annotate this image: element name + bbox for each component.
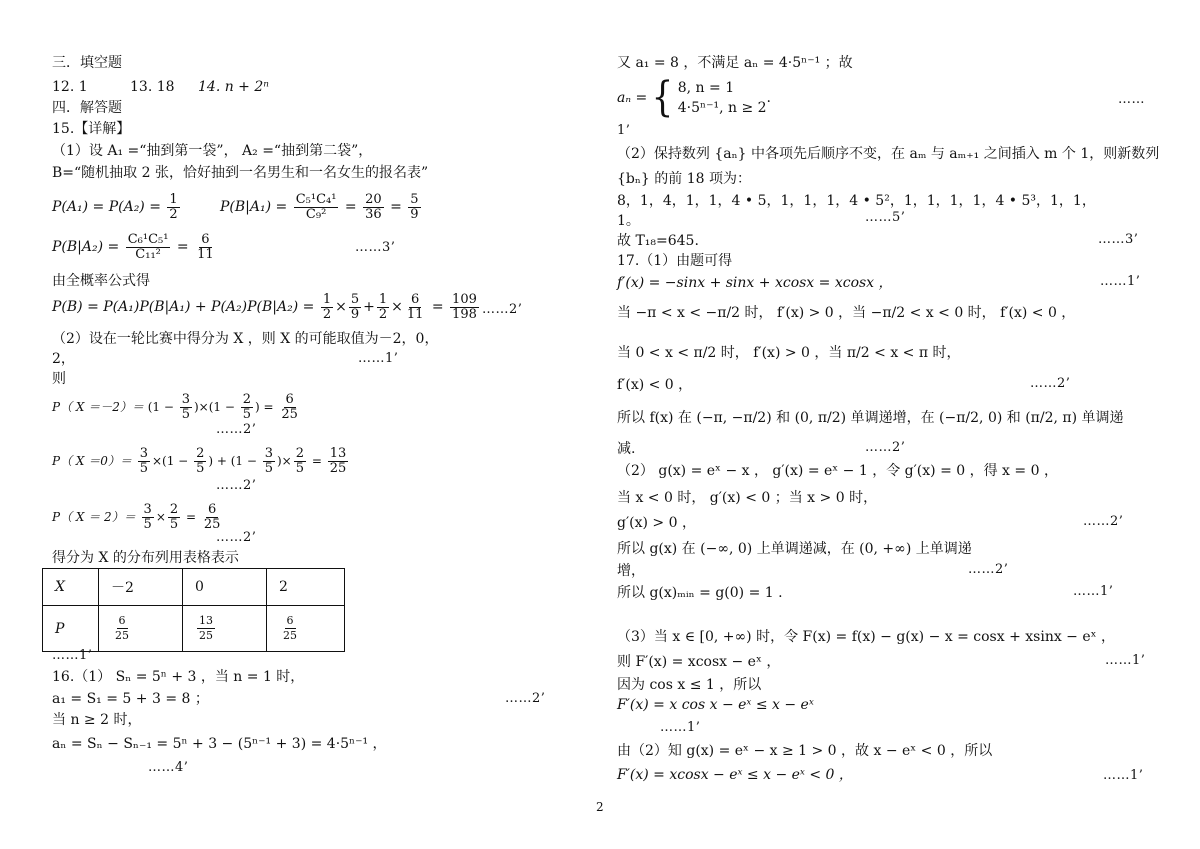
prob-B-given-A2: P(B|A₂) = $\frac{\text{C₆¹C₅¹}}{\text{C₁₁²}}$ = $\frac{6}{11}$: [52, 231, 214, 262]
table-row: [43, 569, 345, 606]
f-prime: f′(x) = −sinx + sinx + xcosx = xcosx ，: [617, 275, 893, 291]
points-1: ……1’: [1100, 274, 1141, 289]
cos-bound: 因为 cos x ≤ 1 ，所以: [617, 677, 762, 693]
points-2: ……2’: [216, 422, 257, 437]
page-number: 2: [596, 800, 604, 814]
points-1: ……1’: [660, 720, 701, 735]
g-def: （2） g(x) = eˣ − x ， g′(x) = eˣ − 1 ，令 g′(x) = 0 ，得 x = 0 ，: [617, 463, 1058, 479]
F-def: （3）当 x ∈ [0, +∞) 时，令 F(x) = f(x) − g(x) − x = cosx + xsinx − eˣ ，: [617, 629, 1116, 645]
points-1: ……1’: [1073, 584, 1114, 599]
f-intervals-1: 当 −π < x < −π/2 时， f′(x) > 0 ，当 −π/2 < x < 0 时， f′(x) < 0 ，: [617, 305, 1076, 321]
points-1: ……1’: [52, 648, 93, 663]
sum-result: 故 T₁₈=645.: [617, 233, 699, 249]
F-prime: 则 F′(x) = xcosx − eˣ ，: [617, 654, 781, 670]
q15-heading: 15.【详解】: [52, 121, 131, 137]
table-cell: P: [43, 606, 99, 652]
then-label: 则: [52, 371, 66, 387]
points-1: ……1’: [1103, 768, 1144, 783]
total-prob-text: 由全概率公式得: [52, 273, 150, 289]
sequence-end: 1。: [617, 213, 640, 229]
g-monotonic: 所以 g(x) 在 (−∞, 0) 上单调递减，在 (0, +∞) 上单调递: [617, 541, 972, 557]
distribution-table: [42, 568, 345, 652]
points-2: ……2’: [968, 562, 1009, 577]
answer-14: 14. n + 2ⁿ: [198, 79, 269, 95]
an-piecewise: aₙ = { 8, n = 1 4·5ⁿ⁻¹, n ≥ 2 .: [617, 74, 771, 122]
answer-12: 12. 1: [52, 79, 88, 95]
points-dots: ……: [1118, 92, 1145, 107]
section-answer-heading: 四．解答题: [52, 100, 122, 116]
q15-part1-def-b: B=“随机抽取 2 张，恰好抽到一名男生和一名女生的报名表”: [52, 165, 429, 181]
table-cell: X: [43, 569, 99, 606]
r-line1: 又 a₁ = 8 ，不满足 aₙ = 4·5ⁿ⁻¹ ；故: [617, 55, 853, 71]
table-cell: －2: [99, 569, 183, 606]
f-intervals-3: f′(x) < 0 ，: [617, 377, 693, 393]
f-monotonic-end: 减.: [617, 441, 636, 457]
points-2: ……2’: [1083, 514, 1124, 529]
points-2: ……2’: [865, 440, 906, 455]
g-min: 所以 g(x)ₘᵢₙ = g(0) = 1 .: [617, 585, 783, 601]
r-part2: （2）保持数列 {aₙ} 中各项先后顺序不变，在 aₘ 与 aₘ₊₁ 之间插入 m 个 1，则新数列: [617, 146, 1160, 162]
prob-X-0: P（ X ＝0）＝ $\frac{3}{5}$ ×(1 − $\frac{2}{5}$ ) + (1 − $\frac{3}{5}$ )× $\frac{2}{5}$ = $\frac{13}{25}$: [52, 446, 347, 476]
points-2: ……2’: [505, 691, 546, 706]
q16-part1: 16.（1） Sₙ = 5ⁿ + 3 ，当 n = 1 时，: [52, 669, 305, 685]
table-row: [43, 606, 345, 652]
points-2: ……2’: [1030, 376, 1071, 391]
points-1: ……1’: [358, 351, 399, 366]
q16-an: aₙ = Sₙ − Sₙ₋₁ = 5ⁿ + 3 − (5ⁿ⁻¹ + 3) = 4·5ⁿ⁻¹ ，: [52, 736, 387, 752]
g-sign: 当 x < 0 时， g′(x) < 0 ；当 x > 0 时，: [617, 490, 878, 506]
points-2: ……2’: [482, 302, 523, 317]
prob-B-given-A1: P(B|A₁) = $\frac{\text{C₅¹C₄¹}}{\text{C₉²}}$ = $\frac{20}{36}$ = $\frac{5}{9}$: [220, 191, 419, 222]
q16-n2: 当 n ≥ 2 时，: [52, 712, 142, 728]
f-intervals-2: 当 0 < x < π/2 时， f′(x) > 0 ，当 π/2 < x < π 时，: [617, 345, 961, 361]
points-4: ……4’: [148, 760, 189, 775]
points-5: ……5’: [865, 210, 906, 225]
q15-part2: （2）设在一轮比赛中得分为 X ，则 X 的可能取值为－2，0，: [52, 331, 439, 347]
table-cell: $\frac{6}{25}$: [267, 606, 345, 652]
r-part2-b: {bₙ} 的前 18 项为：: [617, 171, 751, 187]
points-3: ……3’: [355, 240, 396, 255]
table-cell: 2: [267, 569, 345, 606]
table-title: 得分为 X 的分布列用表格表示: [52, 550, 239, 566]
f-monotonic: 所以 f(x) 在 (−π, −π/2) 和 (0, π/2) 单调递增，在 (−π/2, 0) 和 (π/2, π) 单调递: [617, 410, 1124, 426]
prob-X-2: P（ X ＝ 2）＝ $\frac{3}{5}$ × $\frac{2}{5}$ = $\frac{6}{25}$: [52, 502, 221, 532]
prob-A: P(A₁) = P(A₂) = $\frac{1}{2}$: [52, 191, 178, 222]
points-3: ……3’: [1098, 232, 1139, 247]
points-2: ……2’: [216, 530, 257, 545]
table-cell: $\frac{13}{25}$: [183, 606, 267, 652]
prob-X-minus2: P（ X ＝－2）＝ (1 − $\frac{3}{5}$ )×(1 − $\frac{2}{5}$ ) = $\frac{6}{25}$: [52, 392, 298, 422]
g-sign-b: g′(x) > 0 ，: [617, 515, 696, 531]
q15-part1-def: （1）设 A₁ =“抽到第一袋”， A₂ =“抽到第二袋”，: [52, 143, 373, 159]
prob-B-total: P(B) = P(A₁)P(B|A₁) + P(A₂)P(B|A₂) = $\frac{1}{2}$ × $\frac{5}{9}$ + $\frac{1}{2}$ × $\frac{6}{11}$ = $\frac{109}{198}$: [52, 291, 477, 322]
table-cell: 0: [183, 569, 267, 606]
q17-heading: 17.（1）由题可得: [617, 253, 733, 269]
section-fill-blank-heading: 三．填空题: [52, 55, 122, 71]
points-1: 1’: [617, 123, 631, 138]
points-1: ……1’: [1105, 653, 1146, 668]
from-part2: 由（2）知 g(x) = eˣ − x ≥ 1 > 0 ，故 x − eˣ < 0 ，所以: [617, 743, 993, 759]
q15-part2-b: 2，: [52, 351, 75, 367]
g-monotonic-end: 增，: [617, 563, 645, 579]
table-cell: $\frac{6}{25}$: [99, 606, 183, 652]
F-prime-negative: F′(x) = xcosx − eˣ ≤ x − eˣ < 0 ，: [617, 767, 853, 783]
F-prime-bound: F′(x) = x cos x − eˣ ≤ x − eˣ: [617, 697, 814, 713]
q16-a1: a₁ = S₁ = 5 + 3 = 8 ；: [52, 691, 209, 707]
answer-13: 13. 18: [130, 79, 175, 95]
sequence-terms: 8，1，4，1，1，4 • 5，1，1，1，4 • 5²，1，1，1，1，4 • 5³，1，1，: [617, 193, 1096, 209]
points-2: ……2’: [216, 478, 257, 493]
